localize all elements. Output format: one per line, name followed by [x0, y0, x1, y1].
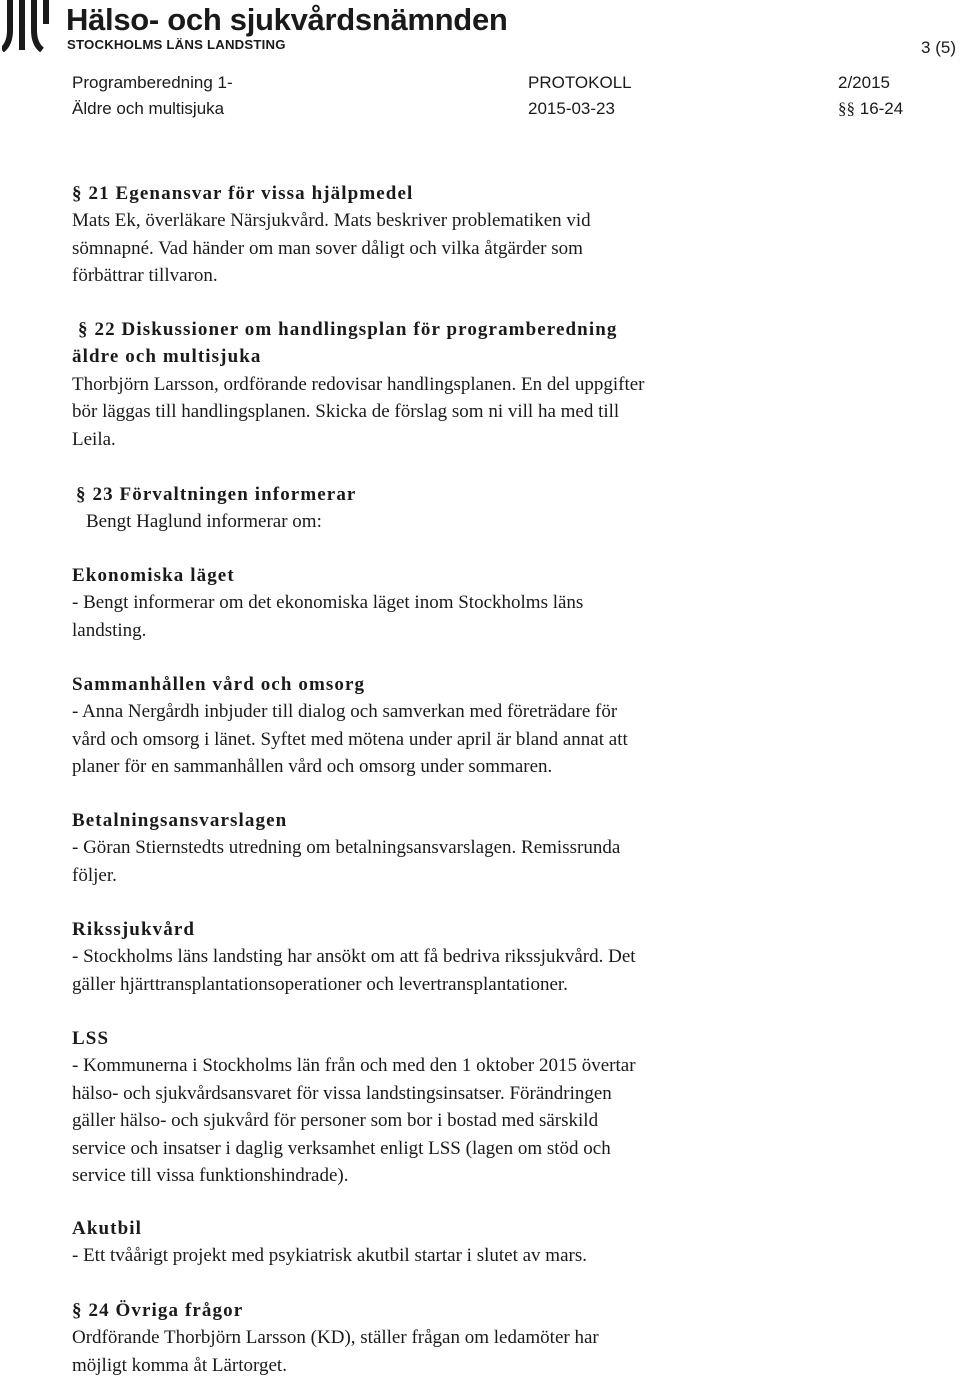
- section-22: [72, 316, 932, 453]
- subsection-title: LSS: [72, 1028, 110, 1049]
- subsection-title: Sammanhållen vård och omsorg: [72, 674, 366, 695]
- subsection-sammanhallen-vard: [72, 671, 932, 781]
- header-doc-number: 2/2015: [838, 73, 890, 92]
- header-committee-line1: Programberedning 1-: [72, 73, 233, 92]
- section-heading: § 24 Övriga frågor: [72, 1300, 244, 1321]
- subsection-text-line: gäller hälso- och sjukvård för personer som bor i bostad med särskild: [72, 1110, 599, 1132]
- subsection-title: Ekonomiska läget: [72, 565, 235, 586]
- subsection-text-line: - Göran Stiernstedts utredning om betalningsansvarslagen. Remissrunda: [72, 837, 621, 859]
- subsection-title: Betalningsansvarslagen: [72, 810, 288, 831]
- subsection-text-line: - Stockholms läns landsting har ansökt om att få bedriva rikssjukvård. Det: [72, 946, 636, 968]
- section-sign-icon: §: [838, 99, 847, 118]
- section-heading: § 22 Diskussioner om handlingsplan för programberedning: [78, 319, 618, 340]
- section-intro: Bengt Haglund informerar om:: [86, 511, 322, 533]
- section-text-line: Thorbjörn Larsson, ordförande redovisar handlingsplanen. En del uppgifter: [72, 373, 645, 395]
- subsection-akutbil: [72, 1215, 932, 1270]
- subsection-betalningsansvarslagen: [72, 807, 932, 889]
- section-23: [72, 481, 932, 536]
- subsection-title: Akutbil: [72, 1218, 143, 1239]
- subsection-text-line: planer för en sammanhållen vård och omsorg under sommaren.: [72, 756, 553, 778]
- section-sign-icon: §: [76, 484, 87, 505]
- subsection-text-line: vård och omsorg i länet. Syftet med mötena under april är bland annat att: [72, 728, 628, 750]
- subsection-ekonomiska-laget: [72, 562, 932, 644]
- subsection-text-line: - Bengt informerar om det ekonomiska läget inom Stockholms läns: [72, 592, 584, 614]
- header-paragraph-range-line: [838, 99, 903, 119]
- subsection-text-line: - Anna Nergårdh inbjuder till dialog och samverkan med företrädare för: [72, 701, 618, 723]
- page-number: 3 (5): [921, 38, 956, 57]
- logo-title: Hälso- och sjukvårdsnämnden: [66, 2, 508, 37]
- section-heading-continued: äldre och multisjuka: [72, 346, 262, 368]
- subsection-text-line: gäller hjärttransplantationsoperationer och levertransplantationer.: [72, 973, 568, 995]
- section-text-line: bör läggas till handlingsplanen. Skicka de förslag som ni vill ha med till: [72, 401, 620, 423]
- section-text-line: sömnapné. Vad händer om man sover dåligt och vilka åtgärder som: [72, 237, 583, 259]
- subsection-text-line: - Kommunerna i Stockholms län från och med den 1 oktober 2015 övertar: [72, 1055, 636, 1077]
- subsection-text-line: landsting.: [72, 619, 147, 641]
- subsection-text-line: hälso- och sjukvårdsansvaret för vissa landstingsinsatser. Förändringen: [72, 1082, 612, 1104]
- section-24: [72, 1297, 932, 1379]
- subsection-text-line: service till vissa funktionshindrade).: [72, 1165, 349, 1187]
- header-paragraph-range: 16-24: [859, 99, 904, 118]
- subsection-text-line: service och insatser i daglig verksamhet enligt LSS (lagen om stöd och: [72, 1137, 611, 1159]
- section-text-line: Ordförande Thorbjörn Larsson (KD), ställer frågan om ledamöter har: [72, 1327, 599, 1349]
- subsection-title: Rikssjukvård: [72, 919, 196, 940]
- subsection-text-line: följer.: [72, 864, 117, 886]
- subsection-rikssjukvard: [72, 916, 932, 998]
- subsection-text-line: - Ett tvåårigt projekt med psykiatrisk akutbil startar i slutet av mars.: [72, 1245, 587, 1267]
- section-text-line: Mats Ek, överläkare Närsjukvård. Mats beskriver problematiken vid: [72, 210, 591, 232]
- section-text-line: Leila.: [72, 428, 116, 450]
- subsection-lss: [72, 1025, 932, 1189]
- header-committee-line2: Äldre och multisjuka: [72, 99, 225, 118]
- section-heading: § 21 Egenansvar för vissa hjälpmedel: [72, 183, 414, 204]
- logo-subtitle: STOCKHOLMS LÄNS LANDSTING: [67, 37, 286, 52]
- organization-logo: [0, 0, 508, 56]
- section-text-line: förbättrar tillvaron.: [72, 265, 218, 287]
- header-date: 2015-03-23: [528, 99, 615, 118]
- section-text-line: möjligt komma åt Lärtorget.: [72, 1354, 287, 1376]
- section-sign-icon: §: [846, 99, 855, 118]
- logo-mark-icon: [2, 0, 62, 52]
- section-sign-icon: §: [72, 1300, 83, 1321]
- section-sign-icon: §: [78, 319, 89, 340]
- section-heading: § 23 Förvaltningen informerar: [76, 484, 357, 505]
- header-doc-type: PROTOKOLL: [528, 73, 632, 92]
- section-sign-icon: §: [72, 183, 83, 204]
- section-21: [72, 180, 932, 290]
